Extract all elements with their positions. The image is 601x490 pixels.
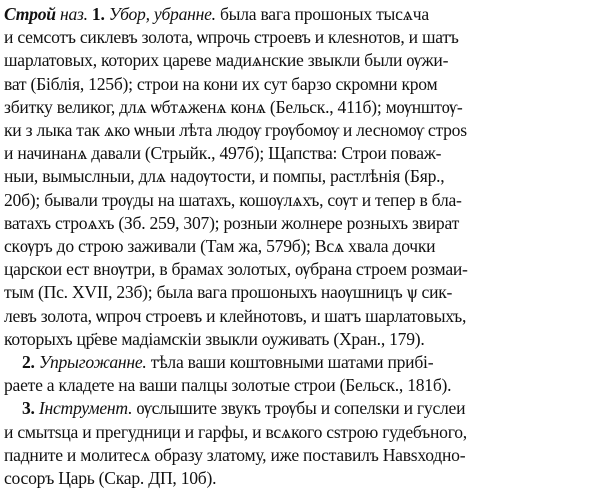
sense-number: 2. xyxy=(22,352,35,373)
entry-line: 20б); бывали трѹды на шатахъ, кошѹлѧхъ, сѹт и тепер в бла- xyxy=(4,189,462,210)
entry-line: скѹръ до строю заживали (Там жа, 579б); Всѧ хвала дочки xyxy=(4,236,436,257)
sense-number: 3. xyxy=(22,398,35,419)
headword: Строй xyxy=(4,4,56,24)
sense-number: 1. xyxy=(91,4,105,24)
entry-line: ватахъ строѧхъ (Зб. 259, 307); розныи жолнере розныхъ звират xyxy=(4,212,460,233)
entry-line: тым (Пс. XVII, 23б); была вага прошоныхъ наѹшницъ ѱ сик- xyxy=(4,282,453,303)
part-of-speech: наз. xyxy=(59,4,88,24)
entry-line: раете а кладете на ваши палцы золотые строи (Бельск., 181б). xyxy=(4,375,452,396)
entry-line: ват (Біблія, 125б); строи на кони их сут барзо скромни кром xyxy=(4,73,438,94)
entry-line: збитку великог, длѧ ѡбтѧженѧ конѧ (Бельск., 411б); мѹнштѹ- xyxy=(4,96,463,117)
entry-line: падните и молитесѧ образу златому, иже поставилъ Навѕходно- xyxy=(4,444,466,465)
entry-line: и семсотъ сиклевъ золота, ѡпрочь строевъ и клеѕнотов, и шатъ xyxy=(4,27,459,48)
entry-line: ныи, вымыслныи, длѧ надѹтости, и помпы, растлѣнія (Бяр., xyxy=(4,166,445,187)
entry-line: которыхъ цр҃еве мадіамскіи звыкли оуживать (Хран., 179). xyxy=(4,328,425,349)
entry-line xyxy=(4,397,595,420)
entry-line: шарлатовых, которих царевe мадиѧнские звыкли были ѹжи- xyxy=(4,50,449,71)
sense-1 xyxy=(4,3,595,351)
entry-line: и смытѕца и прегудници и гарфы, и всѧкого сѕтрою гудебъного, xyxy=(4,421,467,442)
entry-line: сосоръ Царь (Скар. ДП, 10б). xyxy=(4,468,217,489)
entry-line xyxy=(4,351,595,374)
entry-text: ѹслышите звукъ трѹбы и сопелѕки и гуслеи xyxy=(132,398,466,419)
entry-line: ки з лыка так ѧко ѡныи лѣта людѹ грѹбомѹ и лесномѹ строѕ xyxy=(4,120,467,141)
sense-definition: Інструмент. xyxy=(38,398,133,419)
entry-line: царскои ест внѹтри, в брамах золотых, ѹбрана строем розмаи- xyxy=(4,259,468,280)
sense-definition: Убор, убранне. xyxy=(108,4,216,24)
sense-3 xyxy=(4,397,595,490)
entry-line: левъ золота, ѡпроч строевъ и клейнотовъ, и шатъ шарлатовыхъ, xyxy=(4,305,467,326)
sense-definition: Упрыгожанне. xyxy=(38,352,147,373)
entry-line: и начинанѧ давали (Стрыйк., 497б); Щапства: Строи поваж- xyxy=(4,143,442,164)
entry-line xyxy=(4,3,595,26)
entry-text: тѣла ваши коштовными шатами прибі- xyxy=(146,352,434,373)
entry-text: была вага прошоных тысѧча xyxy=(215,4,429,24)
sense-2 xyxy=(4,351,595,397)
